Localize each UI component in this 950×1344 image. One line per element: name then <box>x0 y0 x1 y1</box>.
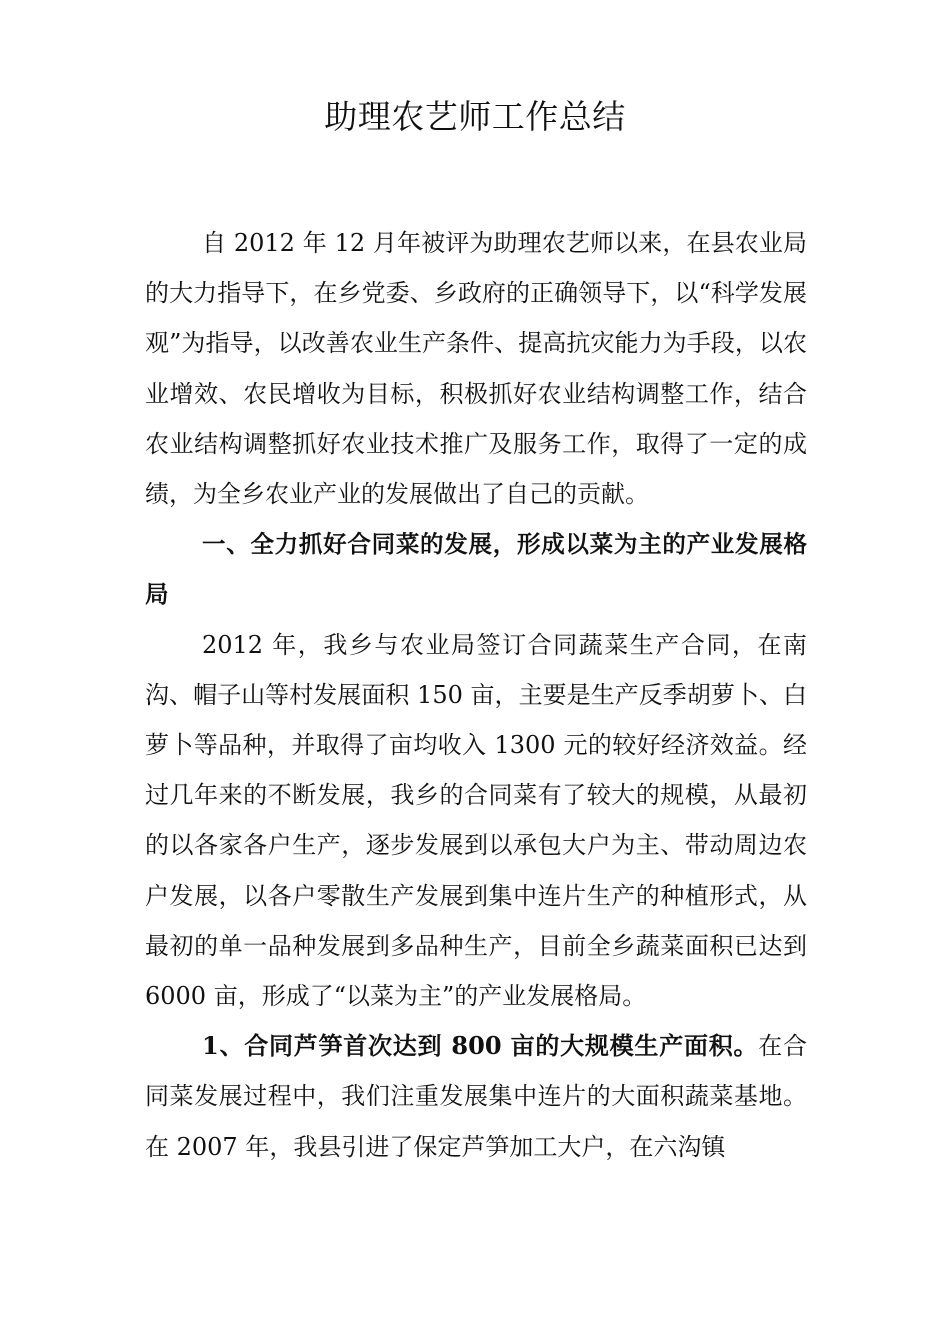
intro-paragraph: 自 2012 年 12 月年被评为助理农艺师以来，在县农业局的大力指导下，在乡党委、乡政府的正确领导下，以“科学发展观”为指导，以改善农业生产条件、提高抗灾能力为手段，以农业增效、农民增收为目标，积极抓好农业结构调整工作，结合农业结构调整抓好农业技术推广及服务工作，取得了一定的成绩，为全乡农业产业的发展做出了自己的贡献。 <box>145 229 807 509</box>
item-1-body: 在合同菜发展过程中，我们注重发展集中连片的大面积蔬菜基地。在 2007 年，我县引进了保定芦笋加工大户，在六沟镇 <box>145 1032 807 1161</box>
item-1-lead: 1、合同芦笋首次达到 800 亩的大规模生产面积。 <box>202 1031 759 1061</box>
document-body <box>145 218 807 1172</box>
document-title: 助理农艺师工作总结 <box>324 97 626 136</box>
item-1-paragraph <box>145 1021 807 1172</box>
section-1-paragraph: 2012 年，我乡与农业局签订合同蔬菜生产合同，在南沟、帽子山等村发展面积 150 亩，主要是生产反季胡萝卜、白萝卜等品种，并取得了亩均收入 1300 元的较好经济效益。经过几年来的不断发展，我乡的合同菜有了较大的规模，从最初的以各家各户生产，逐步发展到以承包大户为主、带动周边农户发展，以各户零散生产发展到集中连片生产的种植形式，从最初的单一品种发展到多品种生产，目前全乡蔬菜面积已达到 6000 亩，形成了“以菜为主”的产业发展格局。 <box>145 630 807 1011</box>
section-1-heading: 一、全力抓好合同菜的发展，形成以菜为主的产业发展格局 <box>145 530 807 609</box>
